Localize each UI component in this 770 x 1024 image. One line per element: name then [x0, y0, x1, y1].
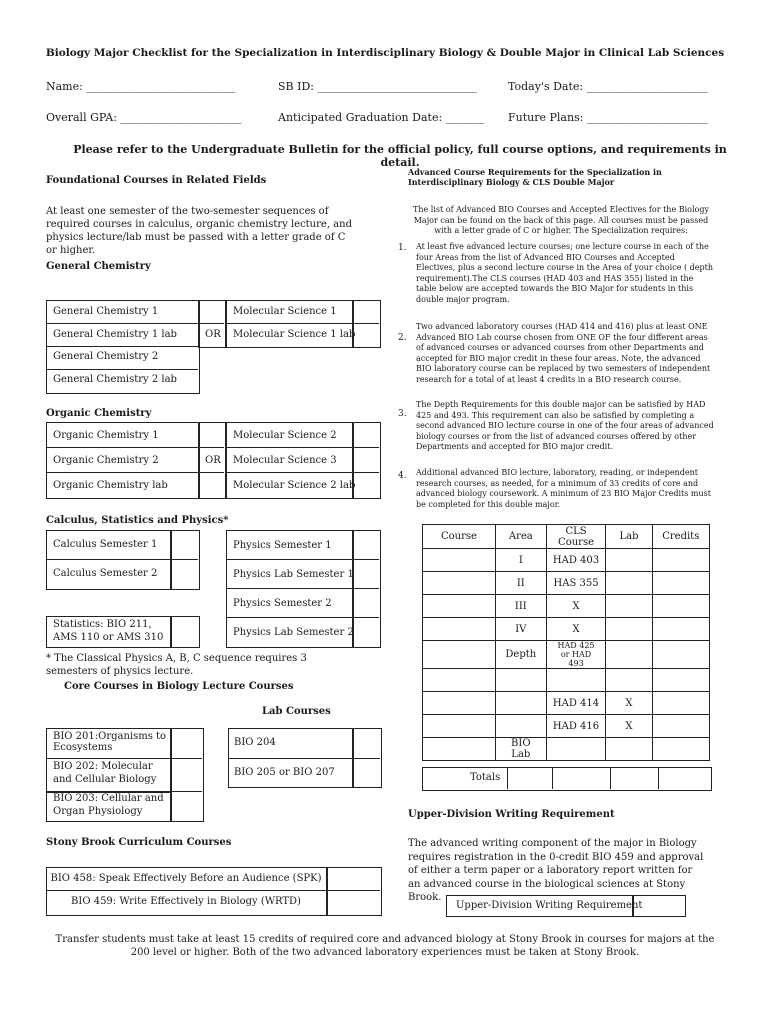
curriculum-heading: Stony Brook Curriculum Courses — [46, 837, 232, 848]
course-table-row — [423, 641, 710, 669]
mol-sci-2-lab: Molecular Science 2 lab — [233, 480, 356, 491]
req-3-text: The Depth Requirements for this double major can be satisfied by HAD 425 and 493. This requirement can also be satisfied by completing a second advanced BIO lecture course in one of the four areas of advanced biology courses or from the list of advanced courses offered by other Departments and accepted for BIO major credit. — [416, 400, 714, 451]
or-label-2: OR — [205, 455, 221, 466]
lab-cell: X — [606, 715, 652, 738]
curriculum-check — [326, 867, 382, 916]
course-cell[interactable] — [423, 715, 496, 738]
course-cell[interactable] — [423, 738, 496, 761]
bio-201-line-2: Ecosystems — [53, 742, 113, 753]
general-chemistry-heading: General Chemistry — [46, 261, 151, 272]
course-table-row — [423, 572, 710, 595]
calc-stats-physics-heading: Calculus, Statistics and Physics* — [46, 515, 229, 526]
course-cell[interactable] — [423, 692, 496, 715]
lab-cell — [606, 595, 652, 618]
calc-semester-1: Calculus Semester 1 — [53, 539, 158, 550]
physics-lab-semester-2: Physics Lab Semester 2 — [233, 627, 354, 638]
course-table-header — [423, 525, 710, 549]
or-label: OR — [205, 329, 221, 340]
credits-cell[interactable] — [652, 549, 709, 572]
area-cell: III — [495, 595, 546, 618]
course-cell[interactable] — [423, 641, 496, 669]
org-chem-2: Organic Chemistry 2 — [53, 455, 159, 466]
bio-459: BIO 459: Write Effectively in Biology (WRTD) — [71, 896, 301, 907]
foundational-heading: Foundational Courses in Related Fields — [46, 175, 267, 186]
sbid-field[interactable]: SB ID: _____________________________ — [278, 80, 477, 93]
advanced-intro: The list of Advanced BIO Courses and Accepted Electives for the Biology Major can be found on the back of this page. All courses must be passed with a letter grade of C or higher. The Specialization requires: — [413, 205, 709, 235]
req-2-text: Two advanced laboratory courses (HAD 414 and 416) plus at least ONE Advanced BIO Lab course chosen from ONE OF the four different areas of advanced courses or advanced courses from other Departments and accepted for BIO major credit in these four areas. Note, the advanced BIO laboratory course can be replaced by two semesters of independent research for a total of at least 4 credits in a BIO research course. — [416, 322, 711, 384]
course-cell[interactable] — [423, 618, 496, 641]
todays-date-field[interactable]: Today's Date: ______________________ — [508, 80, 708, 93]
gen-chem-2: General Chemistry 2 — [53, 351, 159, 362]
cls-course-cell: HAD 403 — [546, 549, 606, 572]
cls-course-cell — [546, 738, 606, 761]
calc-semester-2: Calculus Semester 2 — [53, 568, 158, 579]
cls-course-cell: HAD 425 or HAD 493 — [546, 641, 606, 669]
area-cell: Depth — [495, 641, 546, 669]
course-cell[interactable] — [423, 595, 496, 618]
area-cell — [495, 669, 546, 692]
bio-201-line-1: BIO 201:Organisms to — [53, 731, 167, 742]
course-table-row — [423, 692, 710, 715]
totals-row — [422, 767, 712, 791]
cls-course-cell: HAS 355 — [546, 572, 606, 595]
req-1-text: At least five advanced lecture courses; one lecture course in each of the four Areas from the list of Advanced BIO Courses and Accepted Electives, plus a second lecture course in the Area of your choice ( depth requirement).The CLS courses (HAD 403 and HAS 355) listed in the table below are accepted towards the BIO Major for students in this double major program. — [416, 242, 713, 304]
area-cell: II — [495, 572, 546, 595]
credits-cell[interactable] — [652, 641, 709, 669]
area-cell — [495, 715, 546, 738]
transfer-footer: Transfer students must take at least 15 credits of required core and advanced biology at Stony Brook in courses for majors at the 200 level or higher. Both of the two advanced laboratory experiences must be taken at Stony Brook. — [55, 934, 715, 958]
credits-cell[interactable] — [652, 618, 709, 641]
mol-sci-1: Molecular Science 1 — [233, 306, 337, 317]
lab-cell — [606, 669, 652, 692]
bio-203-line-1: BIO 203: Cellular and — [53, 793, 164, 804]
course-table-row — [423, 618, 710, 641]
course-table-header-cell: Area — [495, 525, 546, 549]
course-table-row — [423, 715, 710, 738]
core-courses-heading: Core Courses in Biology Lecture Courses — [64, 681, 294, 692]
course-table-row — [423, 738, 710, 761]
area-cell — [495, 692, 546, 715]
core-check — [170, 728, 204, 822]
writing-text: The advanced writing component of the major in Biology requires registration in the 0-credit BIO 459 and approval of either a term paper or a laboratory report written for an advanced course in the biological sciences at Stony Brook. — [408, 838, 704, 903]
cls-course-cell: HAD 416 — [546, 715, 606, 738]
lab-cell — [606, 738, 652, 761]
lab-cell — [606, 549, 652, 572]
credits-cell[interactable] — [652, 738, 709, 761]
lab-cell — [606, 572, 652, 595]
writing-box-label: Upper-Division Writing Requirement — [456, 900, 643, 911]
bio-458: BIO 458: Speak Effectively Before an Audience (SPK) — [50, 873, 322, 884]
credits-cell[interactable] — [652, 669, 709, 692]
course-table-row — [423, 669, 710, 692]
course-table-row — [423, 595, 710, 618]
gen-chem-1-lab: General Chemistry 1 lab — [53, 329, 177, 340]
org-chem-lab: Organic Chemistry lab — [53, 480, 168, 491]
bio-202-line-1: BIO 202: Molecular — [53, 761, 153, 772]
cls-course-cell: X — [546, 618, 606, 641]
course-cell[interactable] — [423, 572, 496, 595]
lab-cell — [606, 618, 652, 641]
cls-course-cell: HAD 414 — [546, 692, 606, 715]
mol-sci-3: Molecular Science 3 — [233, 455, 337, 466]
foundational-text: At least one semester of the two-semester sequences of required courses in calculus, organic chemistry lecture, and physics lecture/lab must be passed with a letter grade of C or higher. — [46, 206, 352, 256]
mol-sci-org-check — [352, 422, 381, 499]
mol-sci-1-lab: Molecular Science 1 lab — [233, 329, 356, 340]
advanced-course-table — [422, 524, 710, 761]
req-1-num: 1. — [398, 243, 407, 253]
lab-courses-heading: Lab Courses — [262, 706, 331, 717]
mol-sci-2: Molecular Science 2 — [233, 430, 337, 441]
course-table-header-cell: Credits — [652, 525, 709, 549]
lab-cell: X — [606, 692, 652, 715]
gen-chem-1: General Chemistry 1 — [53, 306, 159, 317]
calc-check — [170, 530, 200, 590]
physics-semester-1: Physics Semester 1 — [233, 540, 332, 551]
cls-course-cell: X — [546, 595, 606, 618]
course-cell[interactable] — [423, 669, 496, 692]
area-cell: BIO Lab — [495, 738, 546, 761]
credits-cell[interactable] — [652, 572, 709, 595]
bio-203-line-2: Organ Physiology — [53, 806, 143, 817]
gen-chem-check-column — [198, 300, 226, 348]
physics-lab-semester-1: Physics Lab Semester 1 — [233, 569, 354, 580]
advanced-heading-line-2: Interdisciplinary Biology & CLS Double Major — [408, 177, 615, 187]
course-table-header-cell: Course — [423, 525, 496, 549]
physics-semester-2: Physics Semester 2 — [233, 598, 332, 609]
cls-course-cell — [546, 669, 606, 692]
writing-heading: Upper-Division Writing Requirement — [408, 809, 615, 820]
gpa-field[interactable]: Overall GPA: ______________________ — [46, 111, 242, 124]
stats-check — [170, 616, 200, 648]
req-3-num: 3. — [398, 409, 407, 419]
req-2-num: 2. — [398, 333, 407, 343]
course-table-header-cell: Lab — [606, 525, 652, 549]
credits-cell[interactable] — [652, 595, 709, 618]
area-cell: I — [495, 549, 546, 572]
course-table-header-cell: CLS Course — [546, 525, 606, 549]
bio-202-line-2: and Cellular Biology — [53, 774, 157, 785]
bio-204: BIO 204 — [234, 737, 276, 748]
stats-line-2: AMS 110 or AMS 310 — [53, 632, 164, 643]
req-4-num: 4. — [398, 471, 407, 481]
lab-cell — [606, 641, 652, 669]
name-field[interactable]: Name: ___________________________ — [46, 80, 235, 93]
area-cell: IV — [495, 618, 546, 641]
physics-check — [352, 530, 381, 648]
org-chem-1: Organic Chemistry 1 — [53, 430, 159, 441]
gen-chem-2-lab: General Chemistry 2 lab — [53, 374, 177, 385]
credits-cell[interactable] — [652, 692, 709, 715]
course-cell[interactable] — [423, 549, 496, 572]
bulletin-notice: Please refer to the Undergraduate Bulletin for the official policy, full course options, and requirements in detail. — [73, 143, 727, 169]
req-4-text: Additional advanced BIO lecture, laboratory, reading, or independent research courses, as needed, for a minimum of 33 credits of core and advanced biology coursework. A minimum of 23 BIO Major Credits must be completed for this double major. — [416, 468, 711, 509]
future-plans-field[interactable]: Future Plans: ______________________ — [508, 111, 708, 124]
mol-sci-gen-check — [352, 300, 381, 348]
physics-footnote: * The Classical Physics A, B, C sequence requires 3 semesters of physics lecture. — [46, 653, 307, 677]
credits-cell[interactable] — [652, 715, 709, 738]
stats-line-1: Statistics: BIO 211, — [53, 619, 152, 630]
graduation-date-field[interactable]: Anticipated Graduation Date: _______ — [278, 111, 485, 124]
totals-label: Totals — [470, 772, 501, 783]
course-table-row — [423, 549, 710, 572]
advanced-heading-line-1: Advanced Course Requirements for the Specialization in — [408, 167, 662, 177]
organic-chemistry-heading: Organic Chemistry — [46, 408, 152, 419]
page-title: Biology Major Checklist for the Specialization in Interdisciplinary Biology & Double Major in Clinical Lab Sciences — [45, 47, 725, 59]
bio-205-or-207: BIO 205 or BIO 207 — [234, 767, 335, 778]
